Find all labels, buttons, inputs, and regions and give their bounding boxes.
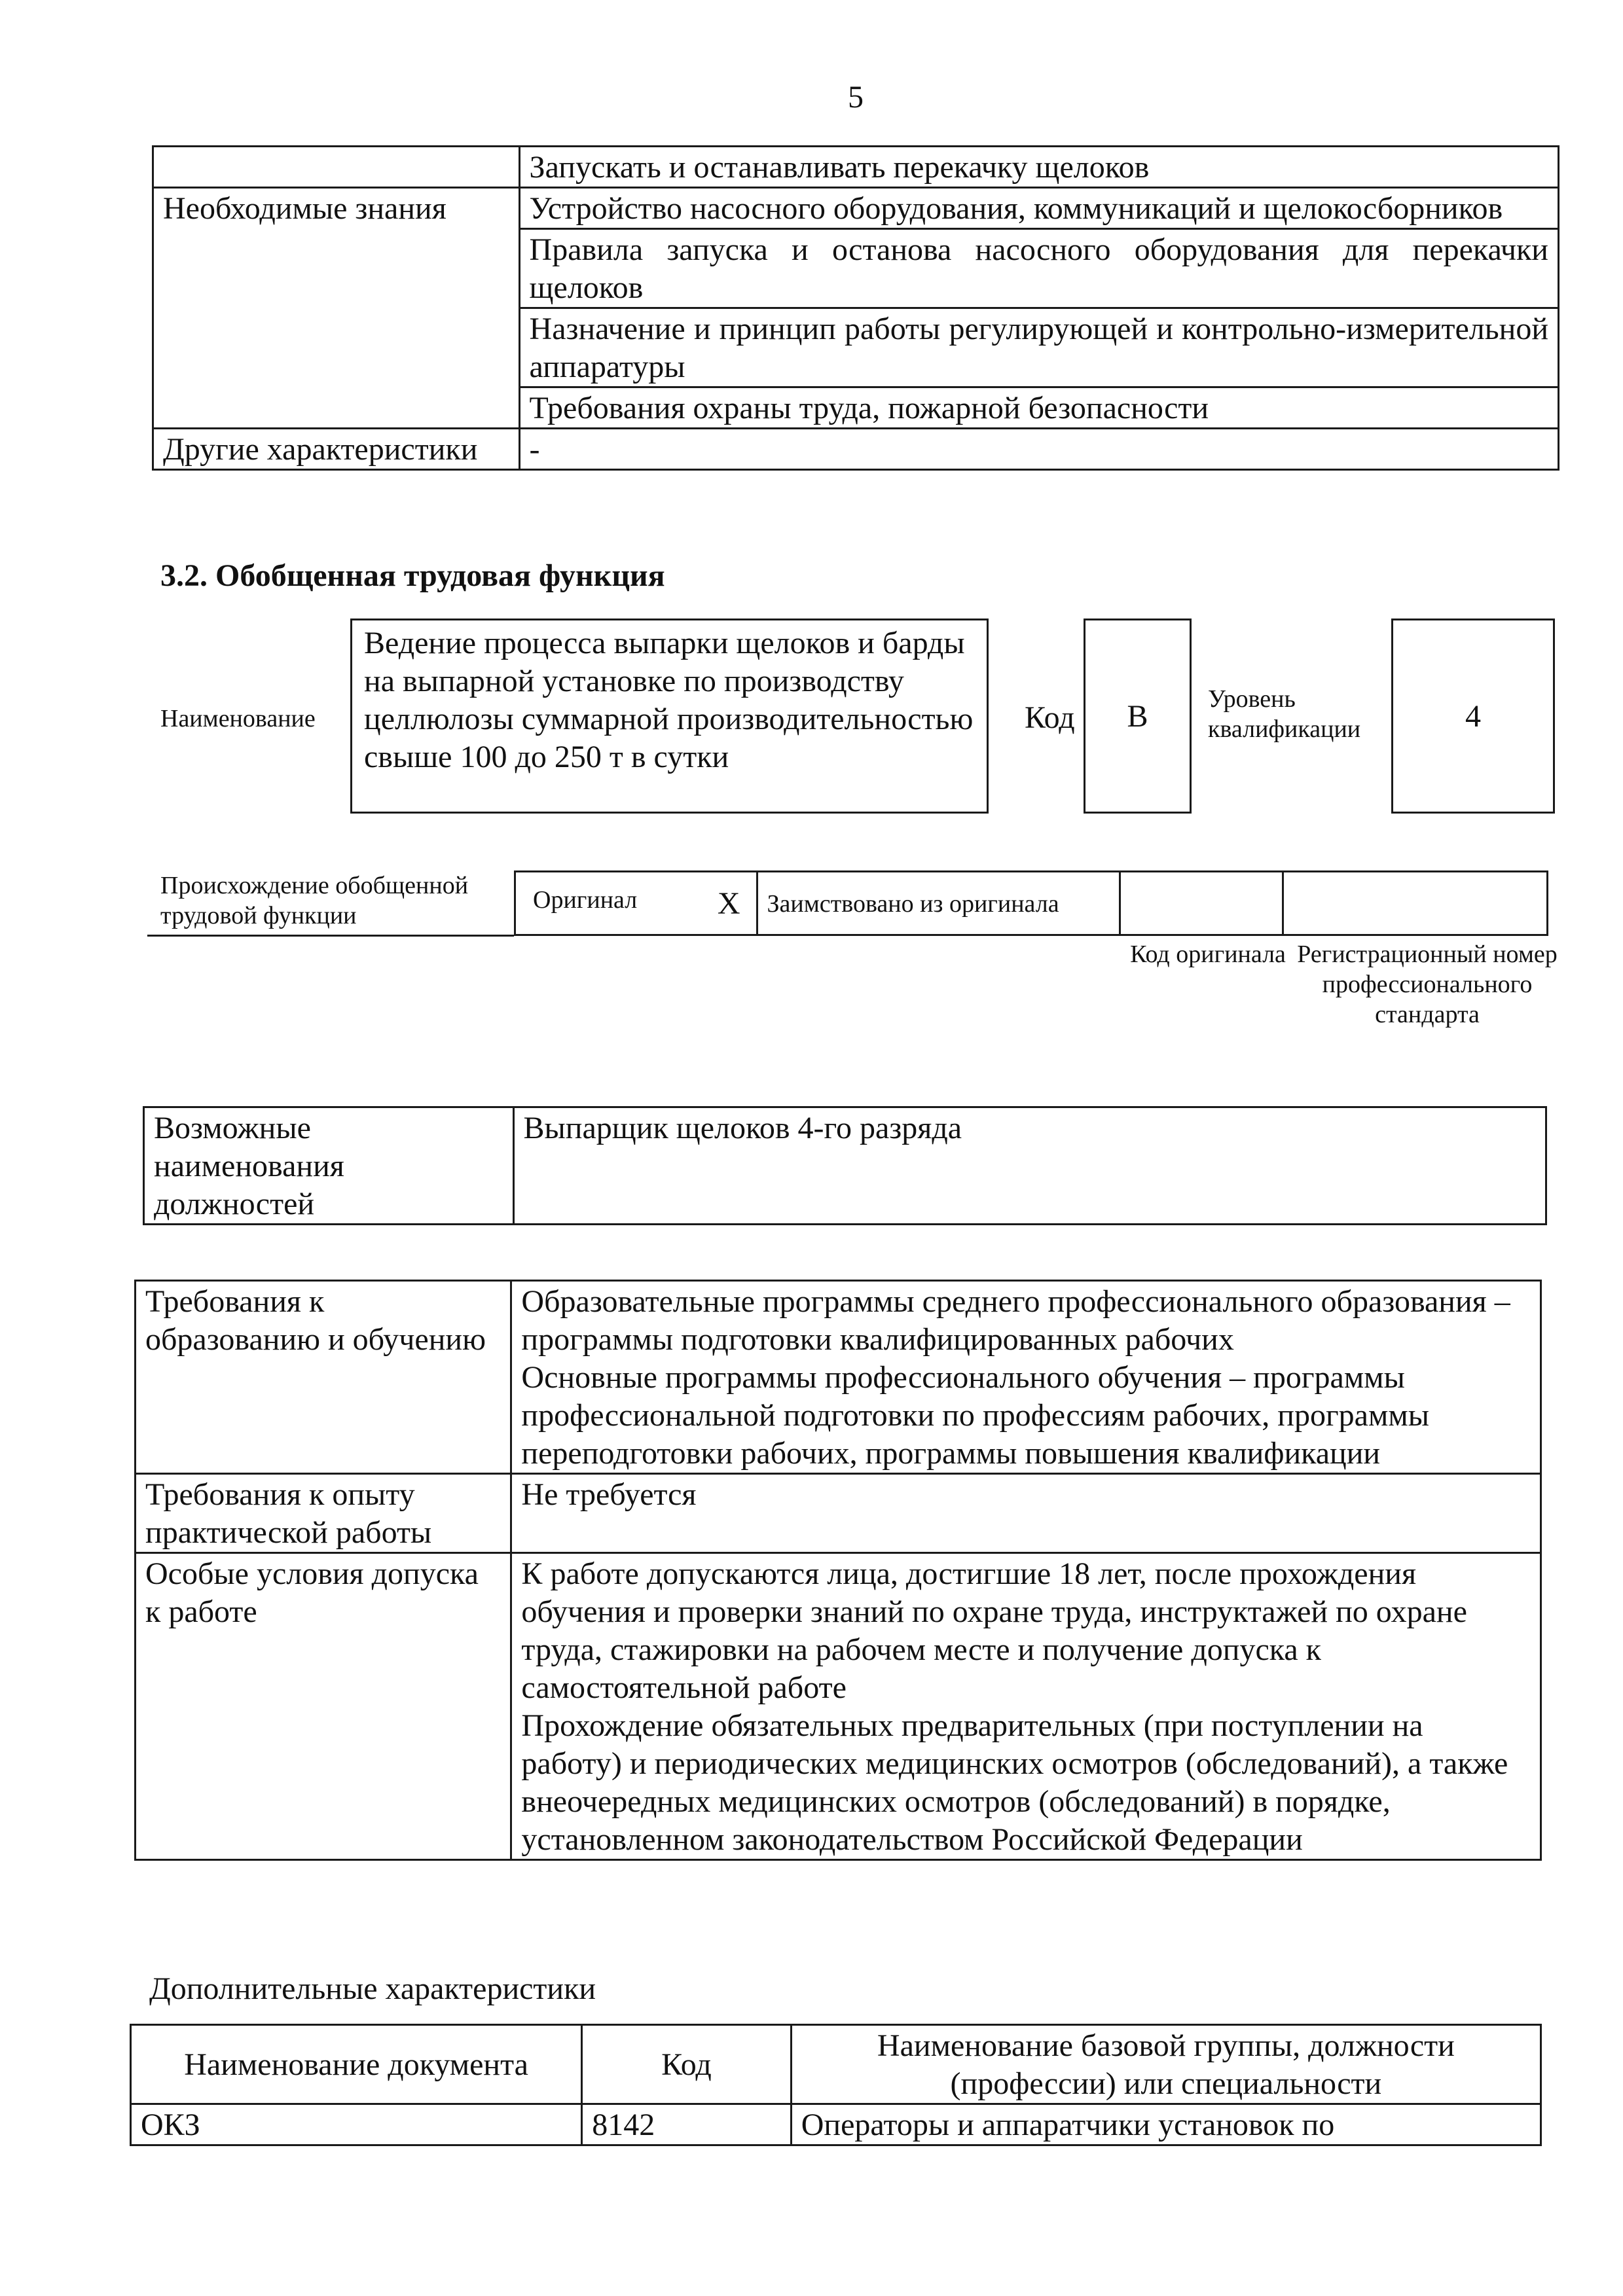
additional-heading: Дополнительные характеристики: [149, 1971, 596, 2006]
page-number: 5: [848, 80, 864, 115]
column-header: Наименование документа: [131, 2025, 582, 2104]
table-row: [136, 1281, 1541, 1474]
table-cell: Операторы и аппаратчики установок по: [791, 2104, 1541, 2145]
education-label: Требования к образованию и обучению: [136, 1281, 511, 1474]
table-row: [153, 147, 1559, 188]
table-row: [136, 1553, 1541, 1860]
additional-table: [130, 2024, 1542, 2146]
knowledge-item: Устройство насосного оборудования, коммуникаций и щелокосборников: [519, 188, 1558, 229]
table-row: [153, 429, 1559, 470]
education-value: [511, 1281, 1541, 1474]
requirement-line: Основные программы профессионального обучения – программы профессиональной подготовки по профессиям рабочих, программы переподготовки рабочих, программы повышения квалификации: [521, 1360, 1429, 1471]
level-value: 4: [1465, 699, 1481, 734]
positions-table: [143, 1106, 1547, 1225]
function-name: Ведение процесса выпарки щелоков и барды на выпарной установке по производству целлюлозы суммарной производительностью свыше 100 до 250 т в сутки: [364, 626, 974, 774]
table-row: [144, 1107, 1546, 1225]
first-row-text: Запускать и останавливать перекачку щелоков: [519, 147, 1558, 188]
section-heading: 3.2. Обобщенная трудовая функция: [160, 558, 665, 593]
table-row: [515, 872, 1548, 935]
positions-value: Выпарщик щелоков 4-го разряда: [513, 1107, 1546, 1225]
requirement-line: К работе допускаются лица, достигшие 18 лет, после прохождения обучения и проверки знаний по охране труда, инструктажей по охране труда, стажировки на рабочем месте и получение допуска к самостоятельной работе: [521, 1556, 1467, 1705]
requirement-line: Образовательные программы среднего профессионального образования – программы подготовки квалифицированных рабочих: [521, 1284, 1510, 1357]
reg-number-caption: Регистрационный номер профессионального стандарта: [1297, 941, 1558, 1028]
original-label: Оригинал: [533, 886, 638, 914]
positions-label: Возможные наименования должностей: [144, 1107, 514, 1225]
column-header: Код: [582, 2025, 792, 2104]
requirement-line: Прохождение обязательных предварительных (при поступлении на работу) и периодических медицинских осмотров (обследований), а также внеочередных медицинских осмотров (обследований) в порядке, установленном законодательством Российской Федерации: [521, 1708, 1508, 1857]
other-value: -: [519, 429, 1558, 470]
borrowed-label: Заимствовано из оригинала: [757, 872, 1120, 935]
table-row: [136, 1474, 1541, 1553]
knowledge-item: Правила запуска и останова насосного оборудования для перекачки щелоков: [519, 229, 1558, 308]
origin-table: [514, 870, 1548, 936]
skills-knowledge-table: [152, 145, 1559, 471]
knowledge-item: Требования охраны труда, пожарной безопасности: [519, 387, 1558, 429]
original-mark: X: [717, 886, 740, 921]
code-box: [1084, 619, 1192, 814]
table-cell: 8142: [582, 2104, 792, 2145]
table-row: [131, 2025, 1541, 2104]
experience-label: Требования к опыту практической работы: [136, 1474, 511, 1553]
level-label: Уровень квалификации: [1208, 685, 1361, 743]
other-label: Другие характеристики: [153, 429, 520, 470]
knowledge-item: Назначение и принцип работы регулирующей и контрольно-измерительной аппаратуры: [519, 308, 1558, 387]
table-row: [153, 188, 1559, 229]
column-header: Наименование базовой группы, должности (профессии) или специальности: [791, 2025, 1541, 2104]
table-cell: ОКЗ: [131, 2104, 582, 2145]
function-name-box: [350, 619, 989, 814]
origin-label: Происхождение обобщенной трудовой функции: [160, 872, 469, 929]
requirements-table: [134, 1280, 1542, 1861]
requirement-line: Не требуется: [521, 1477, 697, 1512]
code-original-caption: Код оригинала: [1130, 941, 1286, 968]
level-box: [1391, 619, 1555, 814]
origin-underline: [147, 935, 514, 937]
admission-value: [511, 1553, 1541, 1860]
name-label: Наименование: [160, 705, 316, 732]
admission-label: Особые условия допуска к работе: [136, 1553, 511, 1860]
code-value: В: [1127, 699, 1148, 734]
empty-label-cell: [153, 147, 520, 188]
table-row: [131, 2104, 1541, 2145]
reg-number-cell: [1283, 872, 1548, 935]
code-original-cell: [1120, 872, 1283, 935]
knowledge-label: Необходимые знания: [153, 188, 520, 429]
code-label: Код: [1025, 700, 1075, 735]
experience-value: [511, 1474, 1541, 1553]
original-cell: [515, 872, 757, 935]
